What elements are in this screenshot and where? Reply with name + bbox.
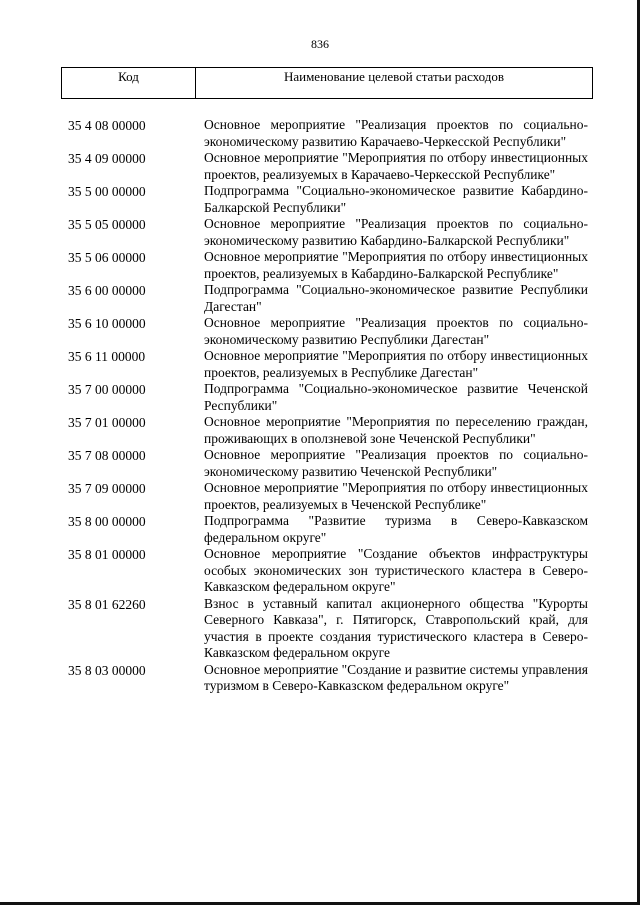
table-header xyxy=(61,67,593,99)
row-code: 35 7 09 00000 xyxy=(68,481,146,496)
row-description: Основное мероприятие "Создание объектов инфраструктуры особых экономических зон туристического кластера в Северо-Кавказском федеральном округе" xyxy=(204,546,588,594)
row-description: Основное мероприятие "Реализация проектов по социально-экономическому развитию Кабардино-Балкарской Республики" xyxy=(204,216,588,248)
table-row xyxy=(0,513,640,546)
row-description: Основное мероприятие "Мероприятия по отбору инвестиционных проектов, реализуемых в Чеченской Республике" xyxy=(204,480,588,512)
row-description: Подпрограмма "Социально-экономическое развитие Чеченской Республики" xyxy=(204,381,588,413)
row-description: Основное мероприятие "Создание и развитие системы управления туризмом в Северо-Кавказском федеральном округе" xyxy=(204,661,588,693)
table-row xyxy=(0,596,640,662)
table-row xyxy=(0,282,640,315)
row-description: Подпрограмма "Социально-экономическое развитие Кабардино-Балкарской Республики" xyxy=(204,183,588,215)
table-row xyxy=(0,546,640,596)
table-row xyxy=(0,117,640,150)
row-description: Основное мероприятие "Мероприятия по отбору инвестиционных проектов, реализуемых в Республике Дагестан" xyxy=(204,348,588,380)
row-code: 35 5 05 00000 xyxy=(68,217,146,232)
table-row xyxy=(0,348,640,381)
table-row xyxy=(0,315,640,348)
row-description: Основное мероприятие "Мероприятия по отбору инвестиционных проектов, реализуемых в Кабардино-Балкарской Республике" xyxy=(204,249,588,281)
header-name-column: Наименование целевой статьи расходов xyxy=(283,69,505,84)
row-code: 35 5 06 00000 xyxy=(68,250,146,265)
row-code: 35 6 10 00000 xyxy=(68,316,146,331)
row-description: Подпрограмма "Социально-экономическое развитие Республики Дагестан" xyxy=(204,282,588,314)
row-code: 35 8 00 00000 xyxy=(68,514,146,529)
row-code: 35 8 01 62260 xyxy=(68,596,146,612)
row-code: 35 7 01 00000 xyxy=(68,415,146,430)
row-code: 35 4 09 00000 xyxy=(68,151,146,166)
row-description: Подпрограмма "Развитие туризма в Северо-Кавказском федеральном округе" xyxy=(204,513,588,545)
row-code: 35 4 08 00000 xyxy=(68,118,146,133)
row-code: 35 8 03 00000 xyxy=(68,662,146,678)
table-row xyxy=(0,381,640,414)
row-code: 35 8 01 00000 xyxy=(68,547,146,562)
row-code: 35 6 00 00000 xyxy=(68,283,146,298)
row-code: 35 7 00 00000 xyxy=(68,382,146,397)
header-code-column: Код xyxy=(62,68,196,98)
row-description: Основное мероприятие "Мероприятия по отбору инвестиционных проектов, реализуемых в Карачаево-Черкесской Республике" xyxy=(204,150,588,182)
row-description: Взнос в уставный капитал акционерного общества "Курорты Северного Кавказа", г. Пятигорск, Ставропольский край, для участия в проекте создания туристического кластера в Северо-Кавказском федеральном округе xyxy=(204,595,588,660)
table-row xyxy=(0,183,640,216)
table-row xyxy=(0,662,640,695)
row-code: 35 5 00 00000 xyxy=(68,184,146,199)
row-code: 35 6 11 00000 xyxy=(68,349,146,364)
table-row xyxy=(0,447,640,480)
row-description: Основное мероприятие "Реализация проектов по социально-экономическому развитию Республики Дагестан" xyxy=(204,315,588,347)
page-number: 836 xyxy=(311,37,329,51)
table-row xyxy=(0,216,640,249)
table-row xyxy=(0,414,640,447)
table-row xyxy=(0,150,640,183)
row-description: Основное мероприятие "Реализация проектов по социально-экономическому развитию Карачаево-Черкесской Республики" xyxy=(204,117,588,149)
table-row xyxy=(0,249,640,282)
table-row xyxy=(0,480,640,513)
row-description: Основное мероприятие "Реализация проектов по социально-экономическому развитию Чеченской Республики" xyxy=(204,447,588,479)
row-code: 35 7 08 00000 xyxy=(68,448,146,463)
expense-items-list xyxy=(0,117,640,695)
row-description: Основное мероприятие "Мероприятия по переселению граждан, проживающих в оползневой зоне Чеченской Республики" xyxy=(204,414,588,446)
